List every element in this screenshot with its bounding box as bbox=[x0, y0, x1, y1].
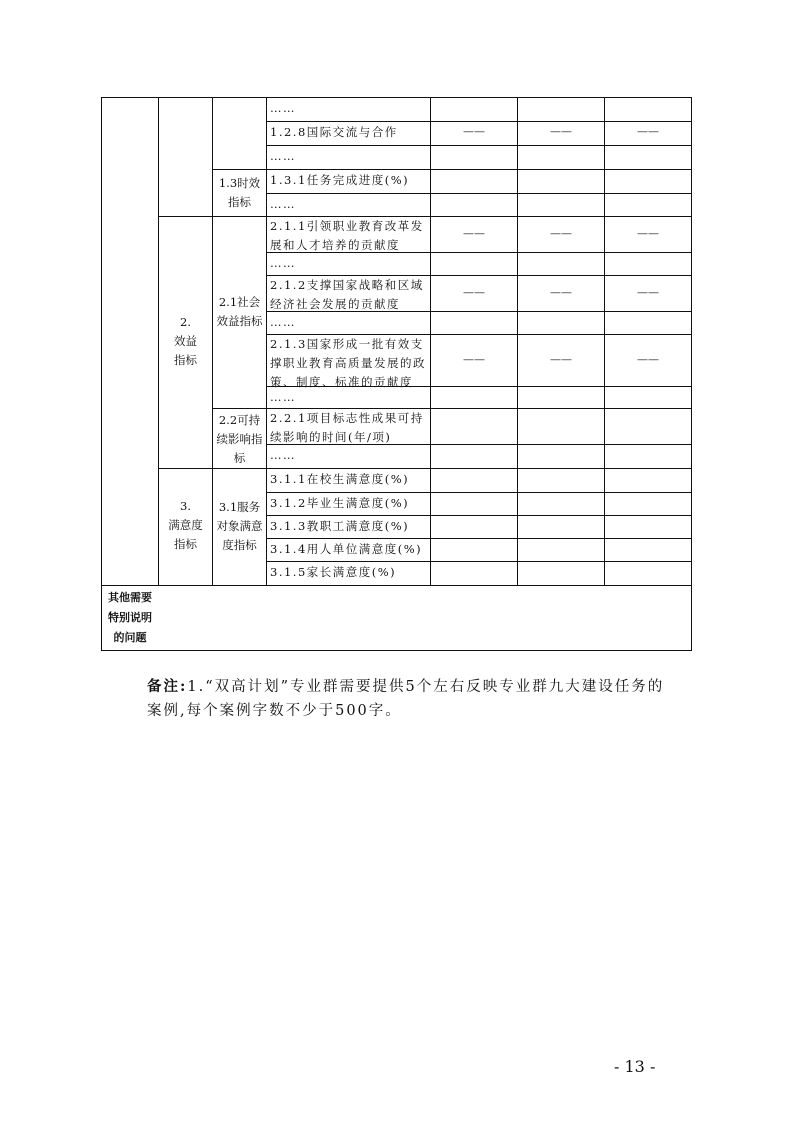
level2-label-service: 3.1服务 对象满意 度指标 bbox=[216, 500, 263, 552]
table-row: 3.1.4用人单位满意度(%) bbox=[270, 542, 423, 556]
table-row: 3.1.3教职工满意度(%) bbox=[270, 519, 410, 533]
table-row: 2.1.1引领职业教育改革发展和人才培养的贡献度 bbox=[270, 219, 424, 252]
table-row: 2.1.3国家形成一批有效支撑职业教育高质量发展的政策、制度、标准的贡献度 bbox=[270, 337, 426, 389]
dash-cell: —— bbox=[550, 353, 572, 366]
dash-cell: —— bbox=[463, 227, 485, 240]
table-row: …… bbox=[270, 390, 296, 404]
table-row: …… bbox=[270, 256, 296, 270]
level2-label-sustainable: 2.2可持 续影响指 标 bbox=[216, 413, 263, 465]
dash-cell: —— bbox=[637, 353, 659, 366]
other-issues-label: 其他需要特别说明的问题 bbox=[108, 591, 152, 644]
table-row: 1.3.1任务完成进度(%) bbox=[270, 173, 410, 187]
dash-cell: —— bbox=[463, 125, 485, 138]
table-row: …… bbox=[270, 101, 296, 115]
table-row: …… bbox=[270, 448, 296, 462]
dash-cell: —— bbox=[550, 286, 572, 299]
dash-cell: —— bbox=[550, 227, 572, 240]
dash-cell: —— bbox=[463, 353, 485, 366]
table-row: 2.2.1项目标志性成果可持续影响的时间(年/项) bbox=[270, 411, 424, 444]
note-text: 1.“双高计划”专业群需要提供5个左右反映专业群九大建设任务的案例,每个案例字数不少于500字。 bbox=[147, 679, 665, 719]
table-row: …… bbox=[270, 149, 296, 163]
level1-label-satisfaction: 3. 满意度 指标 bbox=[168, 499, 203, 551]
level1-label-benefit: 2. 效益 指标 bbox=[174, 315, 197, 367]
dash-cell: —— bbox=[550, 125, 572, 138]
dash-cell: —— bbox=[637, 227, 659, 240]
table-row: …… bbox=[270, 315, 296, 329]
level2-label-timeliness: 1.3时效 指标 bbox=[218, 176, 261, 209]
table-row: 1.2.8国际交流与合作 bbox=[270, 125, 398, 139]
level2-label-social: 2.1社会 效益指标 bbox=[216, 295, 263, 328]
table-row: 2.1.2支撑国家战略和区域经济社会发展的贡献度 bbox=[270, 278, 424, 311]
table-row: 3.1.1在校生满意度(%) bbox=[270, 472, 410, 486]
dash-cell: —— bbox=[637, 125, 659, 138]
dash-cell: —— bbox=[463, 286, 485, 299]
note-prefix: 备注: bbox=[147, 678, 188, 695]
table-row: 3.1.2毕业生满意度(%) bbox=[270, 496, 410, 510]
table-row: 3.1.5家长满意度(%) bbox=[270, 565, 397, 579]
table-row: …… bbox=[270, 197, 296, 211]
page-number: - 13 - bbox=[614, 1057, 656, 1076]
dash-cell: —— bbox=[637, 286, 659, 299]
note bbox=[147, 675, 677, 723]
